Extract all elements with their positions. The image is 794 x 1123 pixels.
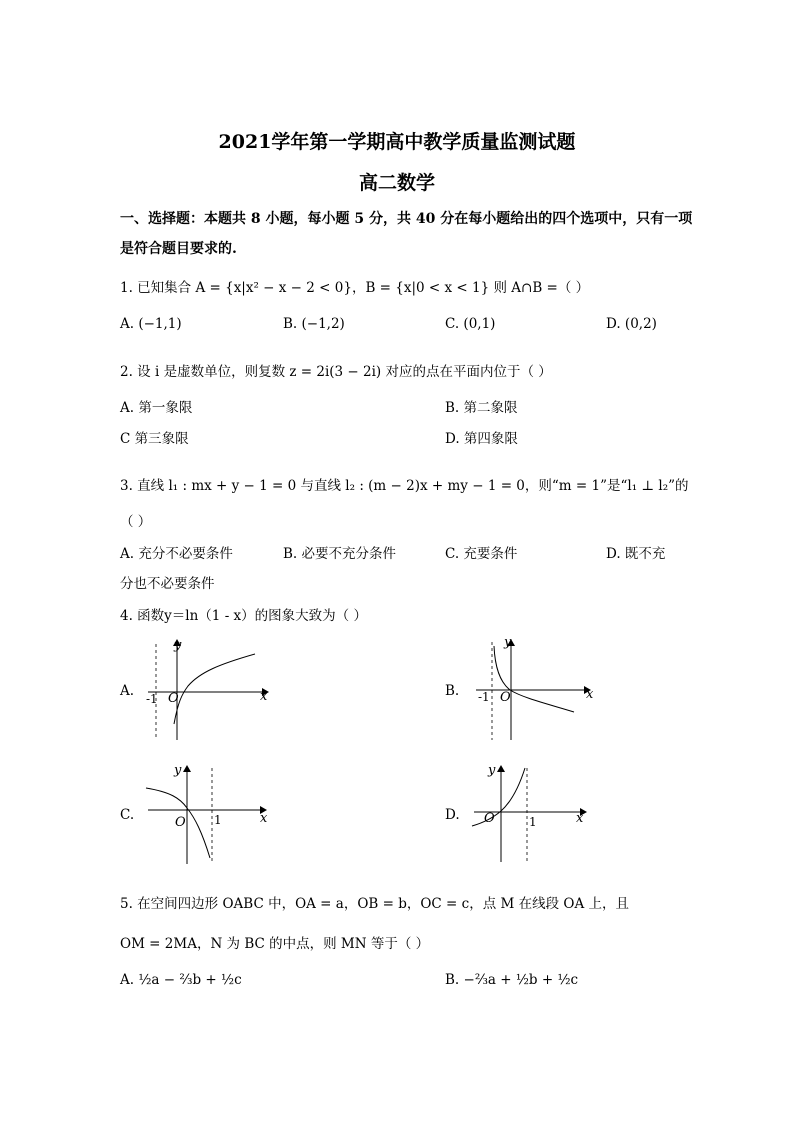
q3-option-d-continued: 分也不必要条件 xyxy=(120,576,215,592)
q1-option-d: D. (0,2) xyxy=(606,316,657,332)
y-label: y xyxy=(174,763,182,778)
one-label: 1 xyxy=(529,815,537,829)
origin-label: O xyxy=(168,691,179,706)
q2-option-c: C 第三象限 xyxy=(120,431,189,447)
x-label: x xyxy=(586,687,594,702)
curve xyxy=(174,654,255,724)
x-label: x xyxy=(576,811,584,826)
q3-option-d: D. 既不充 xyxy=(606,546,666,562)
section-heading-line1: 一、选择题：本题共 8 小题，每小题 5 分，共 40 分在每小题给出的四个选项中，只有一项 xyxy=(120,211,693,227)
q4-option-d-label: D. xyxy=(445,807,460,823)
neg-one-label: -1 xyxy=(146,692,158,706)
y-label: y xyxy=(488,763,496,778)
q4-graph-c xyxy=(140,760,275,868)
q3-option-a: A. 充分不必要条件 xyxy=(120,546,233,562)
y-label: y xyxy=(174,638,182,653)
question-5-text-2: OM = 2MA，N 为 BC 的中点，则 MN 等于（ ） xyxy=(120,936,430,952)
question-3-text: 3. 直线 l₁ : mx + y − 1 = 0 与直线 l₂ : (m − 2)x + my − 1 = 0，则“m = 1”是“l₁ ⊥ l₂”的 xyxy=(120,478,689,494)
one-label: 1 xyxy=(214,813,222,827)
q4-graph-d xyxy=(468,760,603,868)
page-subtitle: 高二数学 xyxy=(358,172,435,194)
neg-one-label: -1 xyxy=(478,690,490,704)
q5-option-a: A. ½a − ⅔b + ½c xyxy=(120,972,242,988)
q4-option-a-label: A. xyxy=(120,683,135,699)
origin-label: O xyxy=(500,690,511,705)
x-label: x xyxy=(260,689,268,704)
page-title: 2021学年第一学期高中教学质量监测试题 xyxy=(218,131,576,153)
origin-label: O xyxy=(484,811,495,826)
question-1-text: 1. 已知集合 A = {x|x² − x − 2 < 0}，B = {x|0 < x < 1} 则 A∩B =（ ） xyxy=(120,280,590,296)
q3-option-b: B. 必要不充分条件 xyxy=(283,546,397,562)
q4-option-b-label: B. xyxy=(445,683,460,699)
q3-option-c: C. 充要条件 xyxy=(445,546,518,562)
question-2-text: 2. 设 i 是虚数单位，则复数 z = 2i(3 − 2i) 对应的点在平面内位于（ ） xyxy=(120,364,552,380)
q1-option-a: A. (−1,1) xyxy=(120,316,182,332)
q4-option-c-label: C. xyxy=(120,807,135,823)
q2-option-a: A. 第一象限 xyxy=(120,400,193,416)
origin-label: O xyxy=(175,815,186,830)
curve xyxy=(472,768,525,826)
q4-graph-b xyxy=(468,632,603,744)
x-label: x xyxy=(260,811,268,826)
question-4-text: 4. 函数y＝ln（1 - x）的图象大致为（ ） xyxy=(120,608,367,624)
q5-option-b: B. −⅔a + ½b + ½c xyxy=(445,972,579,988)
q2-option-d: D. 第四象限 xyxy=(445,431,518,447)
y-label: y xyxy=(504,635,512,650)
q2-option-b: B. 第二象限 xyxy=(445,400,518,416)
question-5-text: 5. 在空间四边形 OABC 中，OA = a，OB = b，OC = c，点 M 在线段 OA 上，且 xyxy=(120,896,630,912)
q1-option-c: C. (0,1) xyxy=(445,316,496,332)
question-3-paren: （ ） xyxy=(120,514,152,530)
section-heading-line2: 是符合题目要求的. xyxy=(120,241,237,257)
q4-graph-a xyxy=(140,632,275,744)
q1-option-b: B. (−1,2) xyxy=(283,316,345,332)
